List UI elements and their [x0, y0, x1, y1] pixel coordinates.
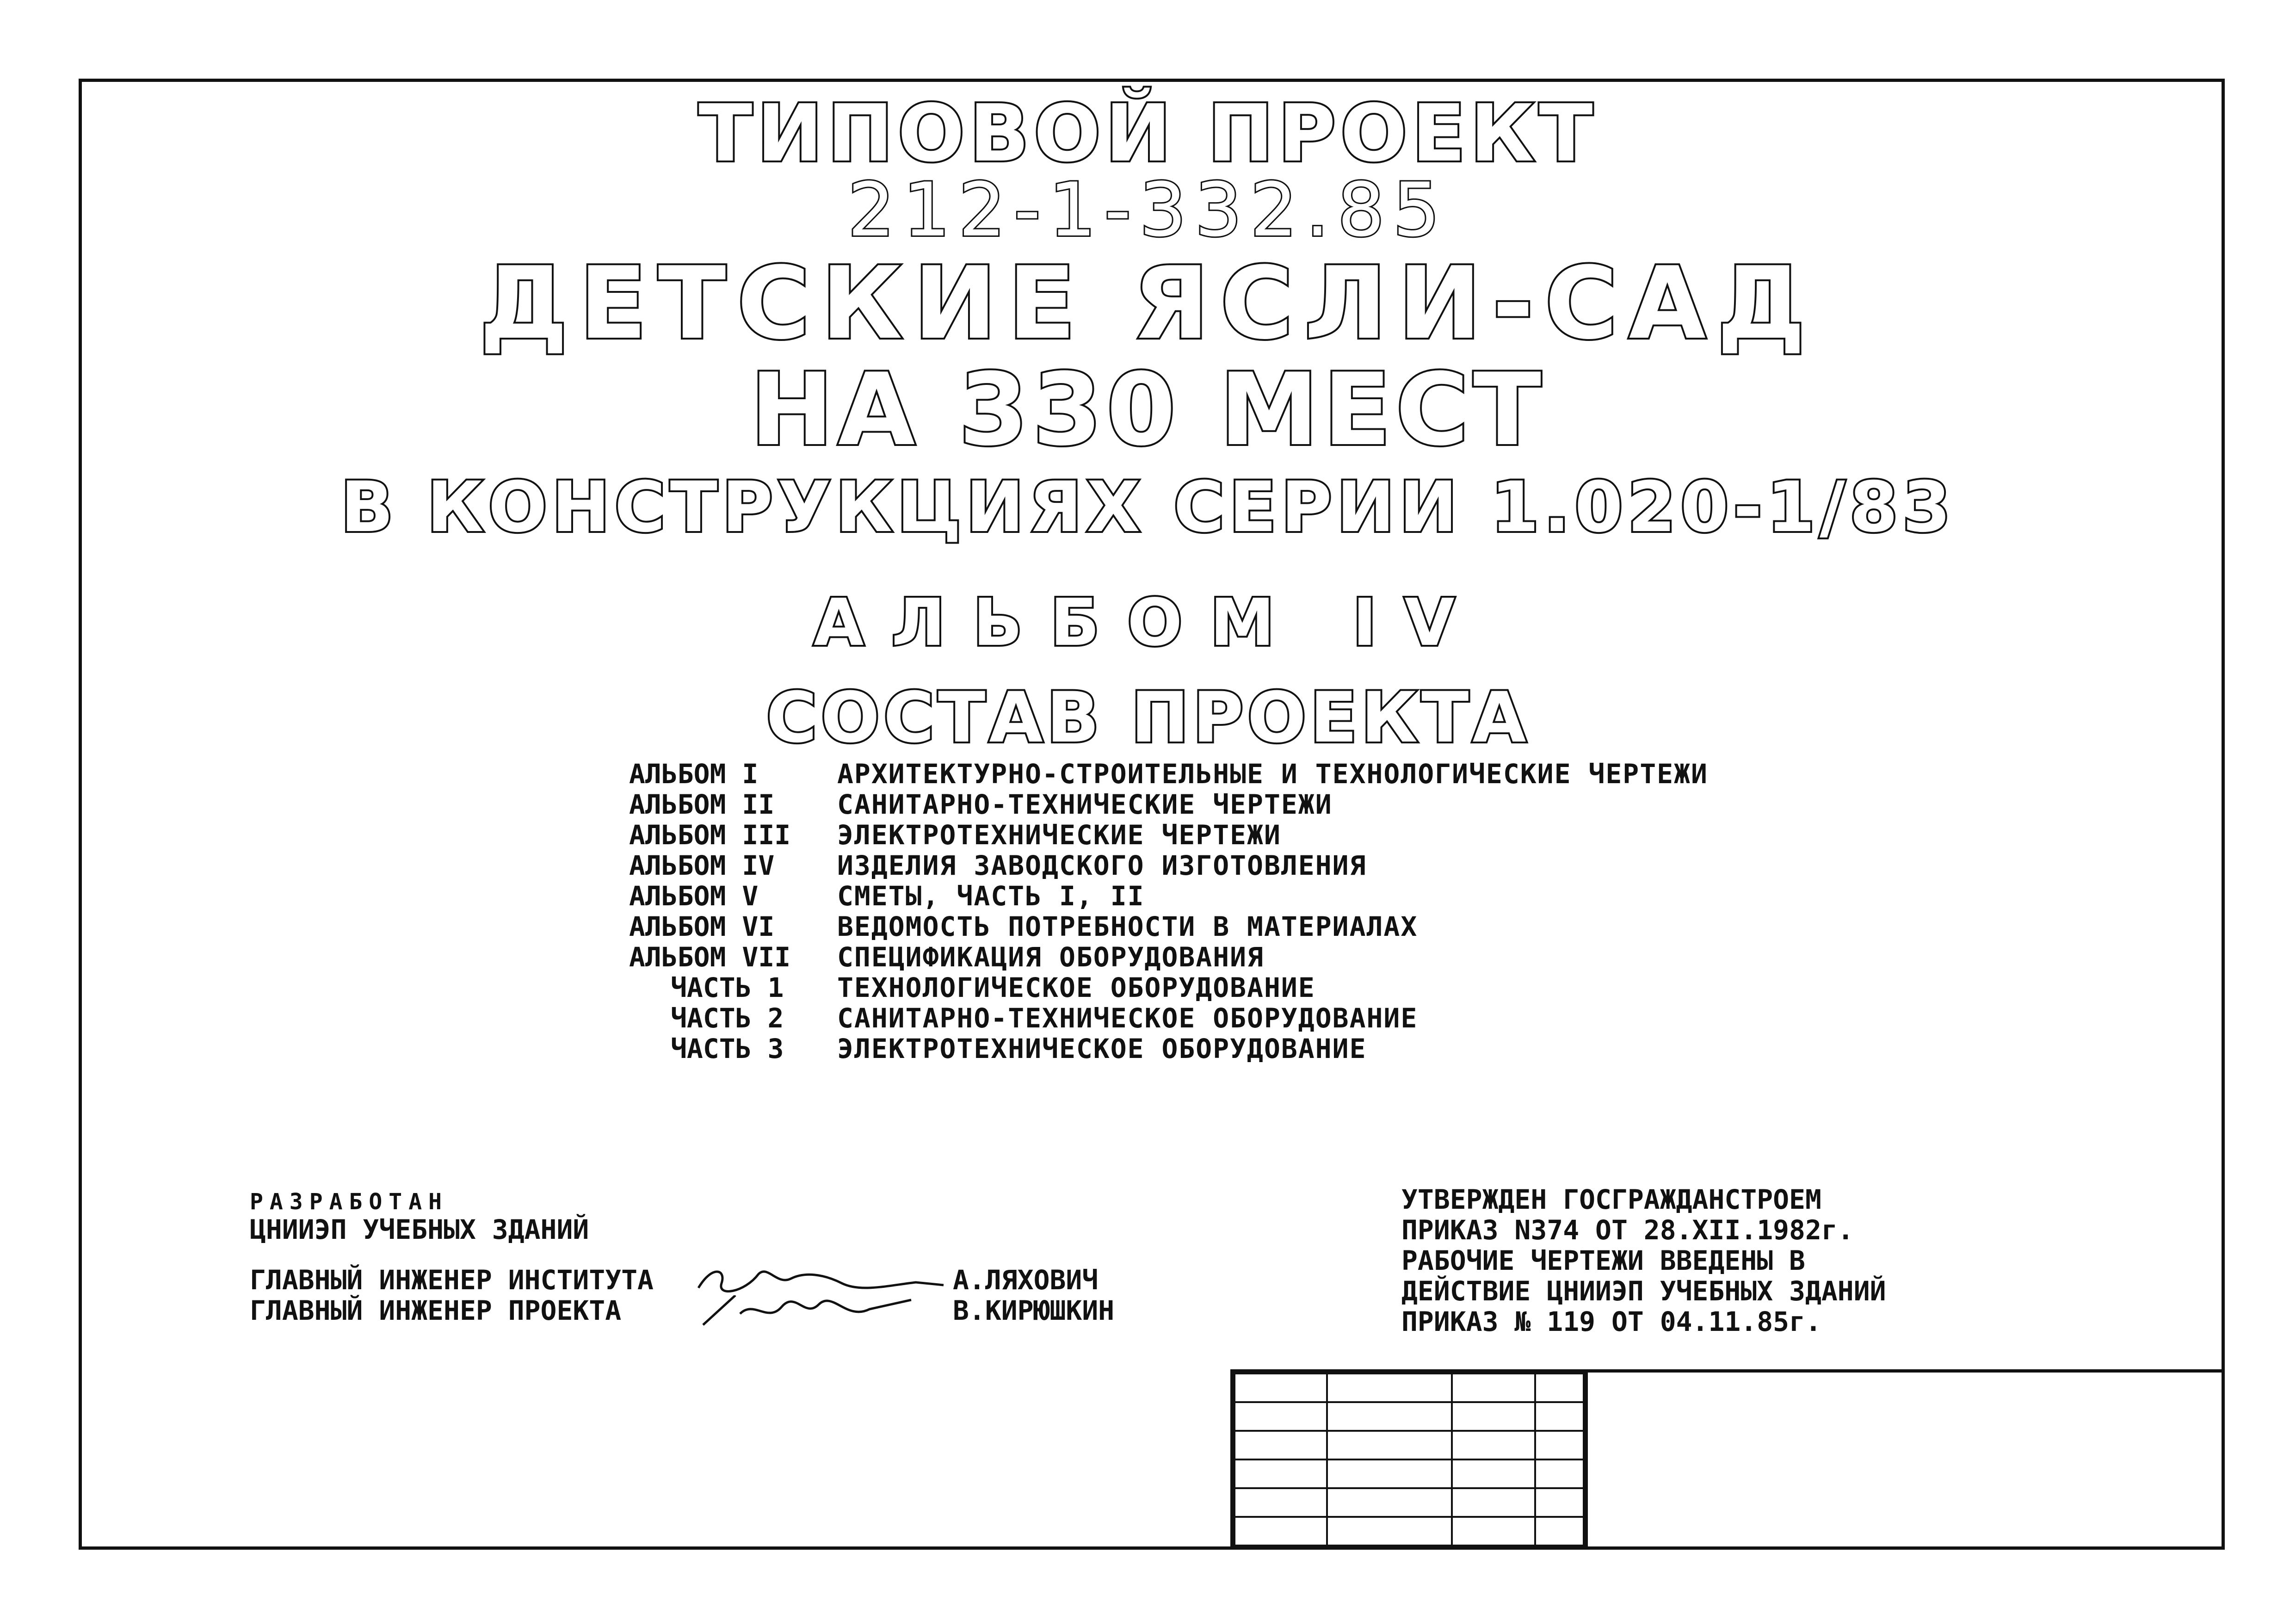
stamp-grid — [1234, 1373, 1588, 1546]
developer-block — [250, 1189, 1114, 1326]
developer-header: РАЗРАБОТАН — [250, 1189, 448, 1215]
approval-line: РАБОЧИЕ ЧЕРТЕЖИ ВВЕДЕНЫ В — [1401, 1245, 1805, 1276]
album-description: АРХИТЕКТУРНО-СТРОИТЕЛЬНЫЕ И ТЕХНОЛОГИЧЕСКИЕ ЧЕРТЕЖИ — [837, 758, 1708, 790]
list-item — [629, 942, 1708, 972]
list-item — [629, 820, 1708, 850]
signatory-name: В.КИРЮШКИН — [953, 1295, 1115, 1326]
developer-organization: ЦНИИЭП УЧЕБНЫХ ЗДАНИЙ — [250, 1214, 589, 1245]
list-item — [629, 850, 1708, 881]
album-description: САНИТАРНО-ТЕХНИЧЕСКИЕ ЧЕРТЕЖИ — [837, 789, 1333, 820]
album-title: АЛЬБОМ IV — [814, 585, 1482, 661]
list-item — [629, 1003, 1708, 1033]
album-description: ИЗДЕЛИЯ ЗАВОДСКОГО ИЗГОТОВЛЕНИЯ — [837, 850, 1367, 881]
signature-row — [250, 1295, 1114, 1326]
album-description: ВЕДОМОСТЬ ПОТРЕБНОСТИ В МАТЕРИАЛАХ — [837, 911, 1418, 942]
part-label: ЧАСТЬ 3 — [671, 1033, 784, 1064]
album-label: АЛЬБОМ I — [629, 758, 759, 790]
construction-series: В КОНСТРУКЦИЯХ СЕРИИ 1.020-1/83 — [340, 467, 1956, 548]
album-label: АЛЬБОМ V — [629, 880, 759, 912]
list-item — [629, 789, 1708, 820]
signature-row — [250, 1265, 1114, 1295]
stamp-divider — [1583, 1373, 1586, 1546]
list-item — [629, 972, 1708, 1003]
part-description: САНИТАРНО-ТЕХНИЧЕСКОЕ ОБОРУДОВАНИЕ — [837, 1002, 1418, 1034]
approval-line: ДЕЙСТВИЕ ЦНИИЭП УЧЕБНЫХ ЗДАНИЙ — [1401, 1275, 1886, 1307]
handwritten-signature — [694, 1265, 953, 1295]
album-label: АЛЬБОМ IV — [629, 850, 775, 881]
list-item — [629, 759, 1708, 789]
approval-block — [1401, 1184, 1886, 1337]
approval-line: УТВЕРЖДЕН ГОСГРАЖДАНСТРОЕМ — [1401, 1184, 1821, 1215]
handwritten-signature — [694, 1295, 953, 1326]
album-label: АЛЬБОМ III — [629, 819, 791, 851]
contents-heading: СОСТАВ ПРОЕКТА — [766, 678, 1530, 758]
album-label: АЛЬБОМ VI — [629, 911, 775, 942]
signatory-role: ГЛАВНЫЙ ИНЖЕНЕР ИНСТИТУТА — [250, 1264, 654, 1296]
album-description: СМЕТЫ, ЧАСТЬ I, II — [837, 880, 1145, 912]
album-description: ЭЛЕКТРОТЕХНИЧЕСКИЕ ЧЕРТЕЖИ — [837, 819, 1281, 851]
part-label: ЧАСТЬ 2 — [671, 1002, 784, 1034]
project-name: ДЕТСКИЕ ЯСЛИ-САД — [479, 245, 1817, 361]
project-contents-list — [629, 759, 1708, 1064]
project-capacity: НА 330 МЕСТ — [750, 352, 1546, 468]
signatory-name: А.ЛЯХОВИЧ — [953, 1264, 1099, 1296]
album-label: АЛЬБОМ II — [629, 789, 775, 820]
project-number: 212-1-332.85 — [847, 167, 1449, 253]
album-label: АЛЬБОМ VII — [629, 941, 791, 973]
title-block-stamp — [1230, 1369, 2222, 1546]
part-description: ТЕХНОЛОГИЧЕСКОЕ ОБОРУДОВАНИЕ — [837, 972, 1315, 1003]
project-type-title: ТИПОВОЙ ПРОЕКТ — [698, 88, 1598, 179]
signatory-role: ГЛАВНЫЙ ИНЖЕНЕР ПРОЕКТА — [250, 1295, 622, 1326]
part-description: ЭЛЕКТРОТЕХНИЧЕСКОЕ ОБОРУДОВАНИЕ — [837, 1033, 1367, 1064]
part-label: ЧАСТЬ 1 — [671, 972, 784, 1003]
list-item — [629, 881, 1708, 911]
album-description: СПЕЦИФИКАЦИЯ ОБОРУДОВАНИЯ — [837, 941, 1264, 973]
approval-line: ПРИКАЗ № 119 ОТ 04.11.85г. — [1401, 1306, 1821, 1337]
list-item — [629, 911, 1708, 942]
approval-line: ПРИКАЗ N374 ОТ 28.XII.1982г. — [1401, 1214, 1854, 1246]
list-item — [629, 1033, 1708, 1064]
